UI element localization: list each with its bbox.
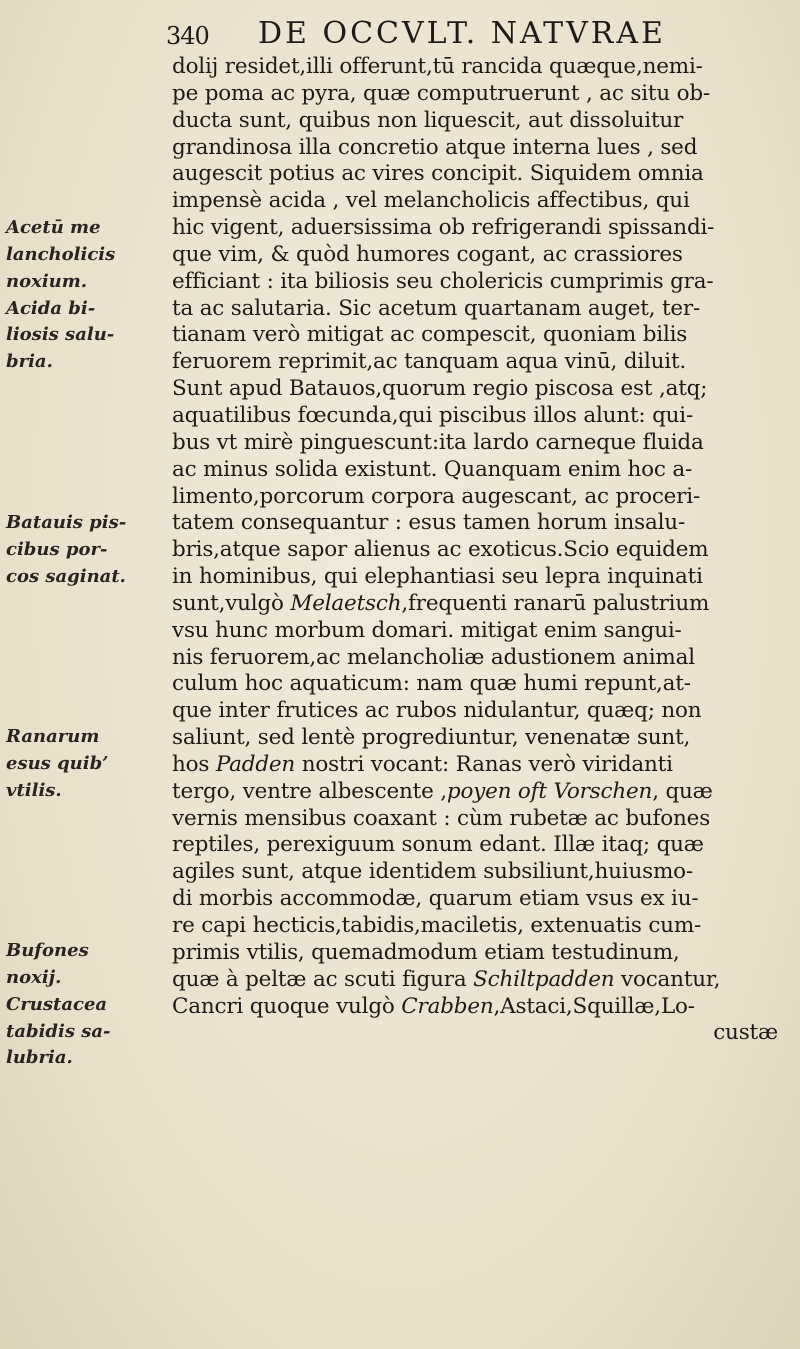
text-segment: bris,atque sapor alienus ac exoticus.Scio equidem <box>172 537 709 563</box>
text-line <box>172 618 784 645</box>
margin-note-bufones <box>6 938 166 1072</box>
margin-note-line: cibus por- <box>6 538 108 560</box>
text-segment: pe poma ac pyra, quæ computruerunt , ac situ ob- <box>172 80 710 106</box>
text-line <box>172 430 784 457</box>
text-line <box>172 752 784 779</box>
text-line <box>172 242 784 269</box>
text-line <box>172 591 784 618</box>
text-line <box>172 967 784 994</box>
text-line <box>172 725 784 752</box>
text-segment: tergo, ventre albescente , <box>172 778 447 804</box>
margin-note-line: lubria. <box>6 1047 73 1069</box>
text-segment: in hominibus, qui elephantiasi seu lepra inquinati <box>172 564 703 590</box>
main-text <box>172 54 784 1047</box>
text-line <box>172 161 784 188</box>
italic-term: Crabben <box>401 993 494 1019</box>
margin-note-line: vtilis. <box>6 779 62 801</box>
page-number: 340 <box>166 22 209 50</box>
margin-note-line: esus quib’ <box>6 752 109 774</box>
margin-note-acetum <box>6 215 166 376</box>
text-segment: saliunt, sed lentè progrediuntur, venenatæ sunt, <box>172 725 691 751</box>
margin-note-line: Bufones <box>6 940 89 961</box>
text-segment: Cancri quoque vulgò <box>172 993 402 1019</box>
text-line <box>172 188 784 215</box>
margin-note-line: tabidis sa- <box>6 1020 111 1042</box>
text-line <box>172 1020 784 1047</box>
text-segment: vernis mensibus coaxant : cùm rubetæ ac bufones <box>172 805 711 831</box>
italic-term: poyen oft Vorschen <box>446 778 653 804</box>
text-line <box>172 832 784 859</box>
margin-note-line: Acetū me <box>6 217 101 238</box>
text-segment: ,frequenti ranarū palustrium <box>401 590 710 616</box>
text-segment: nostri vocant: Ranas verò viridanti <box>295 751 673 777</box>
text-line <box>172 269 784 296</box>
text-segment: que vim, & quòd humores cogant, ac crassiores <box>172 241 683 267</box>
text-line <box>172 322 784 349</box>
text-line <box>172 806 784 833</box>
text-line <box>172 135 784 162</box>
text-segment: di morbis accommodæ, quarum etiam vsus ex iu- <box>172 886 699 912</box>
italic-term: Melaetsch <box>290 590 402 616</box>
text-line <box>172 564 784 591</box>
text-line <box>172 54 784 81</box>
text-line <box>172 698 784 725</box>
text-segment: grandinosa illa concretio atque interna lues , sed <box>172 134 698 160</box>
margin-note-line: liosis salu- <box>6 324 115 346</box>
text-line <box>172 940 784 967</box>
text-segment: ac minus solida existunt. Quanquam enim hoc a- <box>172 456 693 482</box>
margin-note-ranarum <box>6 724 166 805</box>
text-line <box>172 215 784 242</box>
text-segment: reptiles, perexiguum sonum edant. Illæ itaq; quæ <box>172 832 704 858</box>
margin-note-line: noxium. <box>6 270 88 292</box>
text-segment: vsu hunc morbum domari. mitigat enim sangui- <box>172 617 682 643</box>
margin-note-line: Acida bi- <box>6 297 96 319</box>
text-line <box>172 457 784 484</box>
text-segment: impensè acida , vel melancholicis affectibus, qui <box>172 188 690 214</box>
italic-term: Schiltpadden <box>473 966 615 992</box>
margin-note-line: Ranarum <box>6 726 100 747</box>
text-line <box>172 376 784 403</box>
text-segment: culum hoc aquaticum: nam quæ humi repunt,at- <box>172 671 691 697</box>
text-line <box>172 671 784 698</box>
text-segment: quæ à peltæ ac scuti figura <box>172 966 474 992</box>
text-segment: augescit potius ac vires concipit. Siquidem omnia <box>172 161 704 187</box>
text-segment: hic vigent, aduersissima ob refrigerandi spissandi- <box>172 215 715 241</box>
text-segment: ,Astaci,Squillæ,Lo- <box>493 993 695 1019</box>
margin-note-batauis <box>6 510 166 591</box>
text-line <box>172 510 784 537</box>
text-line <box>172 349 784 376</box>
text-segment: feruorem reprimit,ac tanquam aqua vinū, diluit. <box>172 349 687 375</box>
text-line <box>172 859 784 886</box>
margin-note-line: cos saginat. <box>6 565 126 587</box>
text-segment: efficiant : ita biliosis seu cholericis cumprimis gra- <box>172 268 714 294</box>
margin-note-line: Batauis pis- <box>6 512 127 533</box>
text-line <box>172 484 784 511</box>
text-segment: ta ac salutaria. Sic acetum quartanam auget, ter- <box>172 295 701 321</box>
running-head: DE OCCVLT. NATVRAE <box>258 16 666 51</box>
text-segment: bus vt mirè pinguescunt:ita lardo carneque fluida <box>172 429 704 455</box>
text-line <box>172 779 784 806</box>
text-line <box>172 108 784 135</box>
text-line <box>172 537 784 564</box>
text-segment: primis vtilis, quemadmodum etiam testudinum, <box>172 939 680 965</box>
text-segment: aquatilibus fœcunda,qui piscibus illos alunt: qui- <box>172 402 694 428</box>
text-line <box>172 296 784 323</box>
text-segment: re capi hecticis,tabidis,maciletis, extenuatis cum- <box>172 913 702 938</box>
margin-note-line: bria. <box>6 351 53 373</box>
italic-term: Padden <box>215 751 296 777</box>
margin-note-line: noxij. <box>6 966 62 988</box>
text-segment: vocantur, <box>614 966 721 992</box>
text-segment: tianam verò mitigat ac compescit, quoniam bilis <box>172 322 688 348</box>
text-segment: sunt,vulgò <box>172 590 291 616</box>
text-segment: hos <box>172 751 216 777</box>
text-segment: nis feruorem,ac melancholiæ adustionem animal <box>172 644 695 670</box>
margin-note-line: lancholicis <box>6 243 116 265</box>
text-segment: ducta sunt, quibus non liquescit, aut dissoluitur <box>172 107 684 133</box>
text-line <box>172 994 784 1021</box>
text-line <box>172 913 784 940</box>
text-segment: , quæ <box>652 778 713 804</box>
text-segment: limento,porcorum corpora augescant, ac proceri- <box>172 483 701 509</box>
text-line <box>172 645 784 672</box>
text-segment: agiles sunt, atque identidem subsiliunt,huiusmo- <box>172 859 693 885</box>
text-segment: dolij residet,illi offerunt,tū rancida quæque,nemi- <box>172 54 703 79</box>
text-segment: Sunt apud Batauos,quorum regio piscosa est ,atq; <box>172 376 708 402</box>
text-segment: tatem consequantur : esus tamen horum insalu- <box>172 510 686 536</box>
text-line <box>172 886 784 913</box>
text-line <box>172 81 784 108</box>
text-line <box>172 403 784 430</box>
text-segment: custæ <box>713 1020 778 1046</box>
page-header <box>0 14 800 54</box>
margin-note-line: Crustacea <box>6 993 108 1015</box>
text-segment: que inter frutices ac rubos nidulantur, quæq; non <box>172 698 702 724</box>
